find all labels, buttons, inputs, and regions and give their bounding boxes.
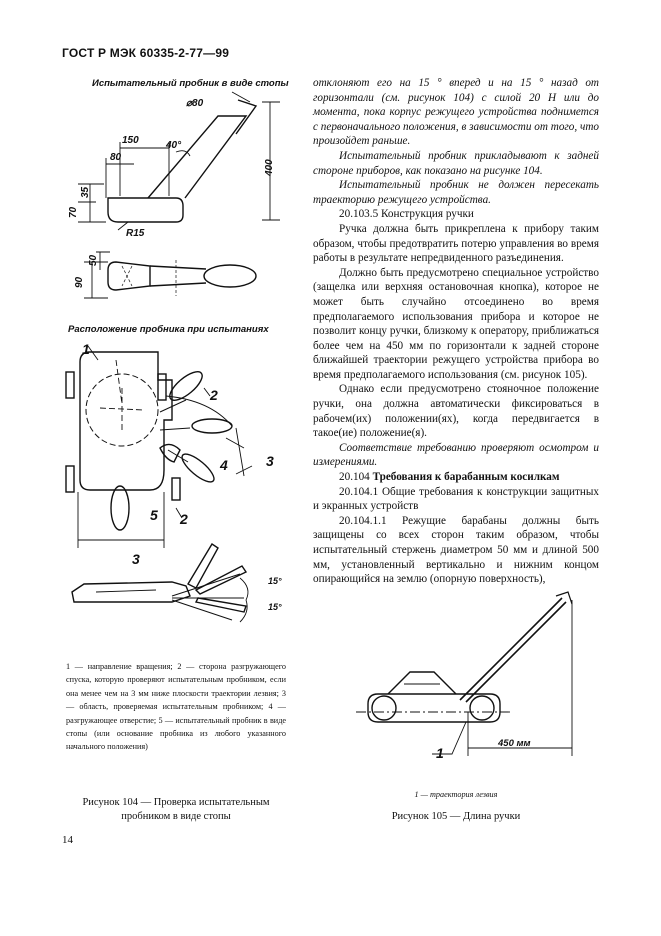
dim-80: 80 [110,152,122,163]
position-title: Расположение пробника при испытаниях [68,324,269,335]
dim-70: 70 [68,206,79,218]
callout-3-right: 3 [266,453,274,469]
callout-2-top: 2 [210,387,218,403]
dim-35: 35 [80,186,91,198]
dim-400: 400 [264,159,275,176]
dim-450mm: 450 мм [498,738,531,749]
figure-105-legend: 1 — траектория лезвия [414,790,498,799]
probe-title: Испытательный пробник в виде стопы [92,78,289,89]
section-20-104-title: Требования к барабанным косилкам [372,471,560,484]
dim-50: 50 [88,254,99,266]
dim-150: 150 [122,135,139,146]
dim-90: 90 [74,276,85,288]
fig105-callout-1: 1 [436,745,444,761]
para-compliance: Соответствие требованию проверяют осмотром и измерениями. [313,441,599,469]
para-parking: Однако если предусмотрено стояночное положение ручки, она должна автоматически фиксироваться в рабочем(их) положении(ях), когда передвигается в такое(ие) положение(я). [313,383,599,440]
para-apply: Испытательный пробник прикладывают к задней стороне приборов, как показано на рисунке 104. [313,149,599,177]
page-number: 14 [62,834,73,846]
callout-5: 5 [150,507,158,523]
caption-line-1: Рисунок 104 — Проверка испытательным [82,797,270,808]
section-20-104-number: 20.104 [339,471,370,484]
dim-d80: ⌀80 [186,98,204,109]
callout-2-bottom: 2 [180,511,188,527]
callout-4: 4 [220,457,228,473]
caption-line-2: пробником в виде стопы [121,811,231,822]
figure-105-caption: Рисунок 105 — Длина ручки [391,811,521,822]
figure-104-legend: 1 — направление вращения; 2 — сторона разгружающего спуска, которую проверяют испытательным пробником, если она менее чем на 3 мм ниже плоскости траектории лезвия; 3 — область, проверяемая испытательным пробником; 4 — разгружающее отверстие; 5 — испытательный пробник в виде стопы (или основание пробника из любого указанного начального положения) [66,662,286,752]
callout-1: 1 [82,341,90,357]
para-handle-attach: Ручка должна быть прикреплена к прибору таким образом, чтобы предотвратить потерю управления во время работы в результате непредвиденного разъединения. [313,222,599,265]
section-20-103-5: 20.103.5 Конструкция ручки [339,208,474,221]
section-20-104-1: 20.104.1 Общие требования к конструкции защитных и экранных устройств [313,485,599,513]
callout-3-bottom: 3 [132,551,140,567]
para-deflect: отклоняют его на 15 ° вперед и на 15 ° назад от горизонтали (см. рисунок 104) с силой 20 Н или до момента, пока корпус режущего устройства поднимется с первоначального положения, в зависимости от того, что произойдет раньше. [313,77,599,148]
page-header: ГОСТ Р МЭК 60335-2-77—99 [62,46,230,60]
para-no-intersect: Испытательный пробник не должен пересекать траекторию режущего устройства. [313,179,599,206]
angle-15-bottom: 15° [268,602,282,612]
dim-40deg: 40° [166,140,182,151]
angle-15-top: 15° [268,576,282,586]
dim-r15: R15 [126,228,145,239]
para-drums: 20.104.1.1 Режущие барабаны должны быть защищены со всех сторон таким образом, чтобы испытательный стержень диаметром 50 мм и длиной 500 мм, установленный вертикально и нижним концом опирающийся на землю (опорную поверхность), [313,514,599,586]
para-latch: Должно быть предусмотрено специальное устройство (защелка или верхняя остановочная кнопка), которое не может быть случайно отсоединено во время предполагаемого использования прибора и которое не позволит концу ручки, близкому к оператору, приближаться более чем на 450 мм по горизонтали к задней стороне ближайшей траектории режущего устройства прибора во время предполагаемого использования (см. рисунок 105). [313,266,599,381]
